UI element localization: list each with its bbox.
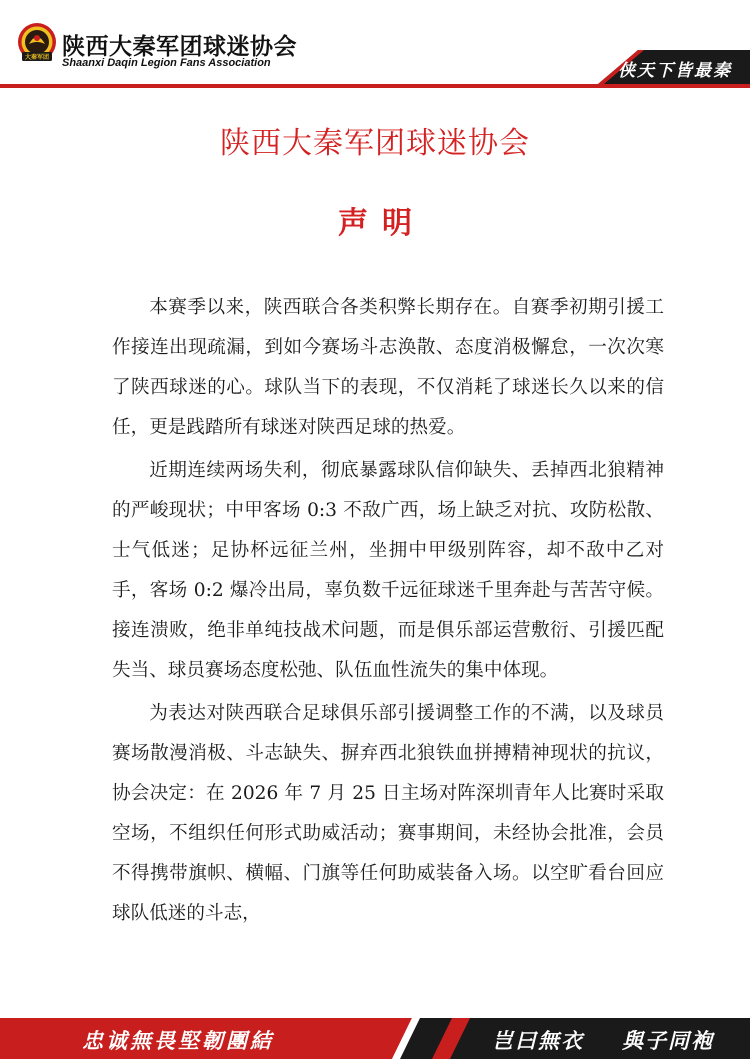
association-name-english: Shaanxi Daqin Legion Fans Association <box>62 57 271 69</box>
statement-body <box>112 288 664 934</box>
association-logo <box>16 22 58 66</box>
logo-text: 大秦军团 <box>24 54 50 61</box>
paragraph-2: 近期连续两场失利，彻底暴露球队信仰缺失、丢掉西北狼精神的严峻现状；中甲客场 0:3 不敌广西，场上缺乏对抗、攻防松散、士气低迷；足协杯远征兰州，坐拥中甲级别阵容，却不敌中乙对手，客场 0:2 爆冷出局，辜负数千远征球迷千里奔赴与苦苦守候。接连溃败，绝非单纯技战术问题，而是俱乐部运营敷衍、引援匹配失当、球员赛场态度松弛、队伍血性流失的集中体现。 <box>112 460 664 681</box>
paragraph-3: 为表达对陕西联合足球俱乐部引援调整工作的不满，以及球员赛场散漫消极、斗志缺失、摒弃西北狼铁血拼搏精神现状的抗议，协会决定：在 2026 年 7 月 25 日主场对阵深圳青年人比赛时采取空场，不组织任何形式助威活动；赛事期间，未经协会批准，会员不得携带旗帜、横幅、门旗等任何助威装备入场。以空旷看台回应球队低迷的斗志， <box>112 703 664 924</box>
document-title: 陕西大秦军团球迷协会 <box>220 126 530 161</box>
letterhead <box>0 0 750 88</box>
header-slogan: 侠天下皆最秦 <box>618 61 732 81</box>
footer-slogan-left: 忠诚無畏堅韌團結 <box>82 1028 274 1053</box>
header-rule <box>0 84 750 88</box>
paragraph-1: 本赛季以来，陕西联合各类积弊长期存在。自赛季初期引援工作接连出现疏漏，到如今赛场斗志涣散、态度消极懈怠，一次次寒了陕西球迷的心。球队当下的表现，不仅消耗了球迷长久以来的信任，更是践踏所有球迷对陕西足球的热爱。 <box>112 297 664 438</box>
document-subtitle: 声明 <box>338 206 426 241</box>
footer-slogan-right: 與子同袍 <box>622 1028 714 1053</box>
association-name-chinese: 陕西大秦军团球迷协会 <box>62 34 297 60</box>
footer-slogan-middle: 岂曰無衣 <box>492 1028 584 1053</box>
